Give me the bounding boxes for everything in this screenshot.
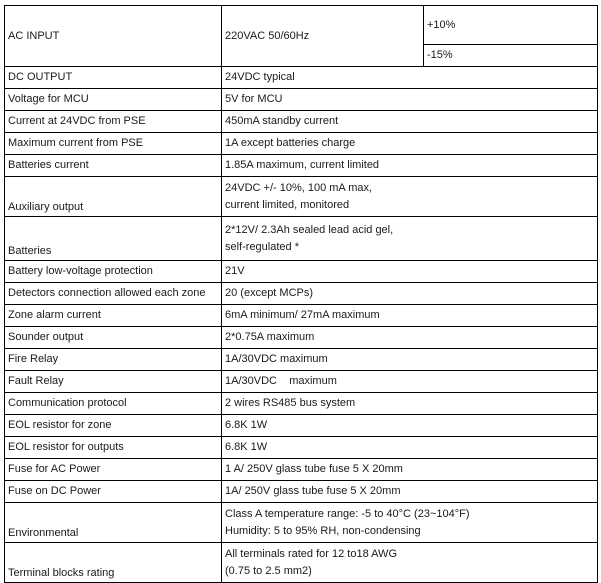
spec-value-line: All terminals rated for 12 to18 AWG [225,547,397,560]
spec-value-line: Class A temperature range: -5 to 40°C (23~104°F) [225,507,470,520]
ac-input-tolerance-plus: +10% [424,6,598,45]
spec-label: EOL resistor for zone [5,415,222,437]
spec-value-line: 6.8K 1W [225,419,268,431]
spec-value [222,481,598,503]
spec-value-line: 1A/ 250V glass tube fuse 5 X 20mm [225,485,401,497]
spec-value-line: 2*12V/ 2.3Ah sealed lead acid gel, [225,223,394,236]
spec-label: Maximum current from PSE [5,133,222,155]
spec-value-line: 1 A/ 250V glass tube fuse 5 X 20mm [225,463,403,475]
table-row [5,177,598,217]
table-row [5,217,598,261]
spec-value-line: 1A/30VDC maximum [225,375,337,387]
spec-label: DC OUTPUT [5,67,222,89]
spec-value [222,327,598,349]
spec-value [222,133,598,155]
spec-value [222,217,598,261]
spec-value [222,437,598,459]
table-row [5,481,598,503]
spec-value-line: 24VDC typical [225,71,295,83]
table-row [5,503,598,543]
spec-label: Batteries current [5,155,222,177]
spec-label: Voltage for MCU [5,89,222,111]
spec-value [222,503,598,543]
spec-label: Batteries [5,217,222,261]
table-row [5,111,598,133]
spec-value-line: 6.8K 1W [225,441,268,453]
spec-value [222,393,598,415]
specification-table-body [5,6,598,583]
spec-value-line: 2 wires RS485 bus system [225,397,356,409]
spec-value-line: (0.75 to 2.5 mm2) [225,564,312,577]
spec-label: Fault Relay [5,371,222,393]
spec-label: Auxiliary output [5,177,222,217]
spec-value-line: Humidity: 5 to 95% RH, non-condensing [225,524,421,537]
spec-label: Detectors connection allowed each zone [5,283,222,305]
spec-value-line: 5V for MCU [225,93,283,105]
spec-value [222,261,598,283]
spec-value-line: current limited, monitored [225,198,350,211]
table-row [5,327,598,349]
spec-value-line: 2*0.75A maximum [225,331,315,343]
spec-value-line: 1A except batteries charge [225,137,356,149]
spec-label: Current at 24VDC from PSE [5,111,222,133]
table-row [5,261,598,283]
specification-table [4,5,598,583]
spec-value-line: 24VDC +/- 10%, 100 mA max, [225,181,373,194]
spec-value [222,459,598,481]
spec-label: Terminal blocks rating [5,543,222,583]
spec-label: Battery low-voltage protection [5,261,222,283]
spec-label: Fuse on DC Power [5,481,222,503]
spec-value-line: 1.85A maximum, current limited [225,159,380,171]
spec-value [222,111,598,133]
spec-value [222,371,598,393]
table-row [5,393,598,415]
spec-value [222,543,598,583]
spec-value [222,89,598,111]
spec-value-line: 20 (except MCPs) [225,287,314,299]
table-row [5,305,598,327]
table-row [5,459,598,481]
spec-label: Communication protocol [5,393,222,415]
spec-value [222,415,598,437]
spec-value-line: self-regulated * [225,240,299,253]
table-row [5,283,598,305]
table-row [5,133,598,155]
ac-input-value: 220VAC 50/60Hz [222,6,424,67]
spec-value [222,67,598,89]
spec-value [222,155,598,177]
table-row [5,415,598,437]
table-row [5,67,598,89]
spec-value-line: 450mA standby current [225,115,339,127]
spec-value [222,349,598,371]
spec-value [222,283,598,305]
ac-input-label: AC INPUT [5,6,222,67]
spec-value [222,305,598,327]
table-row [5,437,598,459]
table-row [5,349,598,371]
spec-label: Fire Relay [5,349,222,371]
spec-label: Fuse for AC Power [5,459,222,481]
spec-value-line: 1A/30VDC maximum [225,353,328,365]
table-row [5,89,598,111]
spec-value-line: 6mA minimum/ 27mA maximum [225,309,380,321]
spec-label: Environmental [5,503,222,543]
spec-label: EOL resistor for outputs [5,437,222,459]
ac-input-tolerance-minus: -15% [424,45,598,67]
table-row-ac-input [5,6,598,45]
table-row [5,371,598,393]
spec-value [222,177,598,217]
spec-value-line: 21V [225,265,245,277]
spec-label: Zone alarm current [5,305,222,327]
spec-label: Sounder output [5,327,222,349]
table-row [5,543,598,583]
table-row [5,155,598,177]
